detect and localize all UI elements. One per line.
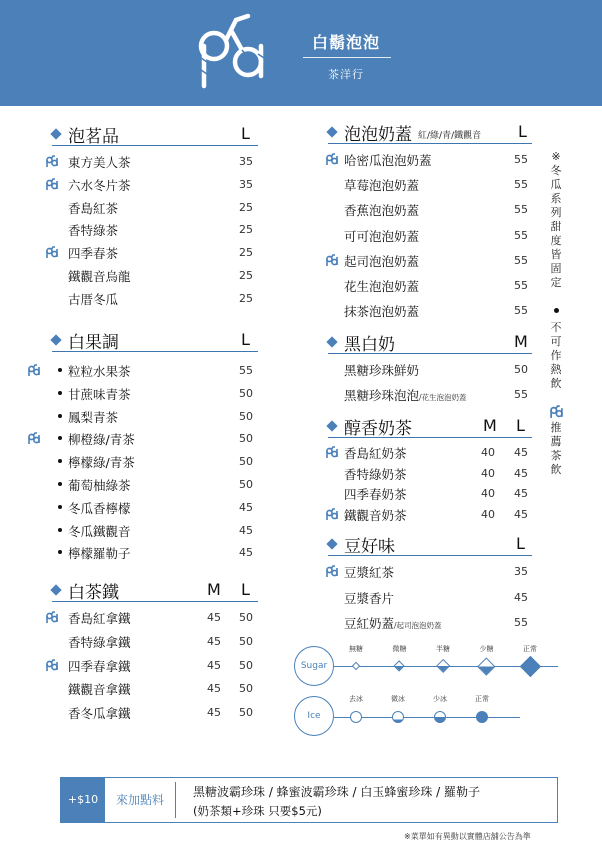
item-price: 50 — [239, 611, 253, 624]
diamond-icon — [50, 334, 61, 345]
item-price: 45 — [207, 706, 221, 720]
section-header — [52, 122, 258, 146]
item-name: 鐵觀音拿鐵 — [68, 682, 131, 698]
size-header-l: L — [241, 124, 250, 143]
sugar-level-mark — [394, 660, 406, 672]
menu-item-row — [52, 631, 258, 651]
item-price: 45 — [207, 611, 221, 624]
ice-level-label: 少冰 — [433, 695, 447, 703]
bullet-dot — [554, 308, 559, 313]
size-header-l: L — [518, 122, 527, 141]
menu-item-row — [52, 288, 258, 308]
recommend-icon — [550, 405, 563, 419]
item-price: 55 — [514, 228, 528, 242]
item-price: 35 — [514, 565, 528, 578]
sugar-level-mark — [520, 656, 541, 677]
menu-item-row — [328, 300, 534, 320]
section-title: 泡泡奶蓋 — [344, 125, 412, 145]
bullet-dot — [58, 550, 62, 554]
item-name: 草莓泡泡奶蓋 — [344, 178, 420, 194]
ice-level-label: 微冰 — [391, 695, 405, 703]
shop-name: 白鬍泡泡 — [311, 33, 380, 52]
size-header-m: M — [207, 580, 221, 599]
item-name: 古厝冬瓜 — [68, 291, 119, 307]
item-name: 豆漿紅茶 — [344, 565, 395, 580]
section-title: 黑白奶 — [344, 335, 395, 355]
ice-level-mark — [350, 711, 362, 723]
item-name: 冬瓜鐵觀音 — [68, 523, 131, 539]
item-name: 甘蔗味青茶 — [68, 386, 131, 402]
ice-level-mark — [392, 711, 404, 723]
sugar-level-mark — [352, 662, 360, 670]
item-price: 35 — [239, 177, 253, 191]
sugar-level-label: 正常 — [523, 645, 537, 653]
side-note-sugar: ※冬瓜系列甜度皆固定 — [550, 150, 562, 289]
item-price: 25 — [239, 223, 253, 237]
bullet-dot — [58, 459, 62, 463]
recommend-icon — [28, 364, 40, 377]
item-name: 四季春奶茶 — [344, 487, 407, 502]
section-header — [328, 532, 532, 556]
addon-options: 黑糖波霸珍珠 / 蜂蜜波霸珍珠 / 白玉蜂蜜珍珠 / 羅勒子 — [193, 785, 481, 799]
item-price: 45 — [239, 546, 253, 560]
menu-item-row — [328, 149, 534, 169]
section-title-note: 紅/綠/青/鐵觀音 — [418, 131, 482, 141]
item-price: 50 — [239, 658, 253, 672]
item-price: 25 — [239, 200, 253, 214]
sugar-level-label: 微糖 — [392, 645, 407, 653]
item-name: 香特綠拿鐵 — [68, 634, 131, 650]
section-heibai — [328, 330, 532, 410]
section-title: 醇香奶茶 — [344, 419, 412, 439]
item-price: 35 — [239, 155, 253, 168]
section-baiguo — [52, 328, 258, 568]
menu-item-row — [52, 219, 258, 239]
section-title: 泡茗品 — [68, 127, 119, 147]
menu-item-row — [52, 383, 258, 403]
item-name: 六水冬片茶 — [68, 177, 131, 193]
item-price: 50 — [239, 432, 253, 446]
item-price: 50 — [239, 386, 253, 400]
menu-item-row — [52, 428, 258, 448]
item-price: 45 — [207, 658, 221, 672]
item-price: 50 — [239, 478, 253, 491]
diamond-icon — [326, 420, 337, 431]
diamond-icon — [326, 126, 337, 137]
item-name: 鐵觀音烏龍 — [68, 269, 131, 284]
item-name: 黑糖珍珠泡泡/花生泡泡奶蓋 — [344, 387, 467, 403]
menu-item-row — [52, 406, 258, 426]
addon-label: 來加點料 — [115, 793, 164, 807]
item-name: 冬瓜香檸檬 — [68, 500, 131, 516]
diamond-icon — [326, 538, 337, 549]
item-price: 55 — [514, 203, 528, 217]
recommend-icon — [46, 178, 58, 191]
item-price: 40 — [481, 487, 495, 500]
item-price: 50 — [239, 706, 253, 720]
recommend-icon — [326, 153, 338, 166]
sugar-level-mark — [436, 659, 451, 674]
item-price: 55 — [514, 153, 528, 166]
item-price: 45 — [514, 446, 528, 459]
item-price: 50 — [239, 455, 253, 469]
menu-item-row — [328, 442, 534, 462]
item-name: 柳橙綠/青茶 — [68, 432, 135, 448]
bullet-dot — [58, 505, 62, 509]
menu-item-row — [328, 483, 534, 503]
sugar-level-label: 少糖 — [479, 645, 494, 653]
section-header — [328, 120, 532, 144]
diamond-icon — [50, 584, 61, 595]
menu-item-row — [52, 360, 258, 380]
item-price: 50 — [239, 409, 253, 423]
menu-item-row — [52, 242, 258, 262]
size-header-m: M — [514, 332, 528, 351]
recommend-icon — [326, 254, 338, 267]
item-price: 45 — [514, 507, 528, 521]
side-note — [548, 150, 564, 477]
menu-item-row — [328, 561, 534, 581]
item-price: 25 — [239, 291, 253, 305]
section-paoming — [52, 122, 258, 312]
section-paopao — [328, 120, 532, 320]
recommend-icon — [46, 659, 58, 672]
menu-item-row — [52, 451, 258, 471]
ice-level-mark — [476, 711, 488, 723]
menu-item-row — [52, 497, 258, 517]
item-name: 花生泡泡奶蓋 — [344, 279, 420, 294]
item-price: 45 — [514, 590, 528, 604]
item-name: 四季春茶 — [68, 246, 119, 262]
item-name: 香蕉泡泡奶蓋 — [344, 203, 420, 219]
menu-item-row — [328, 384, 534, 404]
ice-level-label: 去冰 — [349, 695, 363, 703]
section-title: 豆好味 — [344, 537, 395, 557]
item-note: /花生泡泡奶蓋 — [419, 392, 467, 402]
section-douhao — [328, 532, 532, 636]
item-price: 25 — [239, 246, 253, 260]
item-name: 鐵觀音奶茶 — [344, 507, 407, 523]
item-price: 50 — [239, 634, 253, 648]
menu-item-row — [52, 197, 258, 217]
sugar-level-label: 無糖 — [349, 645, 363, 653]
item-price: 55 — [514, 178, 528, 192]
menu-item-row — [52, 678, 258, 698]
item-price: 45 — [207, 634, 221, 648]
size-header-l: L — [241, 580, 250, 599]
item-name: 抹茶泡泡奶蓋 — [344, 304, 420, 320]
item-name: 香島紅茶 — [68, 200, 119, 216]
section-title: 白茶鐵 — [68, 583, 119, 603]
menu-item-row — [52, 174, 258, 194]
item-price: 45 — [239, 500, 253, 514]
menu-item-row — [52, 151, 258, 171]
item-price: 40 — [481, 507, 495, 521]
item-name: 四季春拿鐵 — [68, 658, 131, 674]
sugar-level-mark — [478, 657, 496, 675]
menu-item-row — [52, 655, 258, 675]
section-title: 白果調 — [68, 333, 119, 353]
menu-item-row — [328, 504, 534, 524]
recommend-icon — [46, 611, 58, 624]
recommend-icon — [46, 155, 58, 168]
menu-item-row — [328, 174, 534, 194]
size-header-l: L — [241, 330, 250, 349]
menu-item-row — [52, 542, 258, 562]
bullet-dot — [58, 528, 62, 532]
item-name: 香冬瓜拿鐵 — [68, 706, 131, 722]
section-header — [52, 578, 258, 602]
item-price: 40 — [481, 466, 495, 480]
menu-item-row — [52, 265, 258, 285]
pdd-logo-icon — [196, 10, 272, 92]
item-price: 55 — [514, 387, 528, 401]
bullet-dot — [58, 368, 62, 372]
menu-item-row — [52, 474, 258, 494]
item-price: 55 — [239, 364, 253, 377]
menu-item-row — [328, 463, 534, 483]
item-note: /起司泡泡奶蓋 — [394, 621, 442, 630]
shop-subtitle: 茶洋行 — [328, 68, 364, 81]
item-price: 55 — [514, 279, 528, 292]
item-name: 東方美人茶 — [68, 155, 131, 170]
menu-item-row — [328, 359, 534, 379]
bullet-dot — [58, 414, 62, 418]
item-name: 黑糖珍珠鮮奶 — [344, 363, 420, 378]
recommend-icon — [326, 508, 338, 521]
menu-item-row — [328, 225, 534, 245]
addon-divider — [175, 782, 176, 818]
item-name: 香島紅奶茶 — [344, 446, 407, 461]
header-divider — [303, 57, 391, 58]
menu-item-row — [328, 275, 534, 295]
item-price: 45 — [514, 466, 528, 480]
section-header — [328, 330, 532, 354]
item-name: 香特綠奶茶 — [344, 466, 407, 482]
diamond-icon — [326, 336, 337, 347]
item-price: 40 — [481, 446, 495, 459]
size-header-l: L — [516, 534, 525, 553]
item-name: 起司泡泡奶蓋 — [344, 253, 420, 269]
item-name: 香特綠茶 — [68, 223, 119, 239]
menu-item-row — [328, 587, 534, 607]
bullet-dot — [58, 482, 62, 486]
item-name: 檸檬羅勒子 — [68, 546, 131, 562]
size-header-l: L — [516, 416, 525, 435]
section-chunxiang — [328, 414, 532, 524]
ice-level-mark — [434, 711, 446, 723]
sugar-circle: Sugar — [294, 646, 334, 686]
menu-item-row — [52, 702, 258, 722]
recommend-icon — [46, 246, 58, 259]
item-price: 50 — [514, 363, 528, 376]
item-name: 鳳梨青茶 — [68, 409, 119, 425]
menu-item-row — [328, 612, 534, 632]
menu-item-row — [52, 607, 258, 627]
recommend-icon — [326, 565, 338, 578]
footer-note: ※菜單如有異動以實體店舖公告為準 — [404, 832, 531, 841]
item-name: 豆漿香片 — [344, 590, 395, 606]
item-name: 檸檬綠/青茶 — [68, 455, 135, 471]
menu-item-row — [328, 250, 534, 270]
item-price: 25 — [239, 269, 253, 282]
size-header-m: M — [483, 416, 497, 435]
item-price: 55 — [514, 616, 528, 629]
recommend-icon — [28, 432, 40, 445]
item-price: 45 — [514, 487, 528, 500]
side-note-recommend: 推薦茶飲 — [550, 421, 562, 476]
item-name: 豆紅奶蓋/起司泡泡奶蓋 — [344, 616, 442, 631]
header-banner — [0, 0, 602, 106]
recommend-icon — [326, 446, 338, 459]
bullet-dot — [58, 436, 62, 440]
item-price: 55 — [514, 253, 528, 267]
item-price: 45 — [239, 523, 253, 537]
section-baichatie — [52, 578, 258, 728]
ice-level-label: 正常 — [475, 695, 489, 703]
side-note-hot: 不可作熱飲 — [550, 321, 562, 390]
sugar-level-label: 半糖 — [436, 645, 450, 653]
item-name: 粒粒水果茶 — [68, 364, 131, 379]
menu-item-row — [52, 520, 258, 540]
section-header — [328, 414, 532, 438]
item-price: 50 — [239, 682, 253, 696]
item-price: 55 — [514, 304, 528, 318]
item-name: 香島紅拿鐵 — [68, 611, 131, 626]
menu-item-row — [328, 199, 534, 219]
ice-circle: Ice — [294, 696, 334, 736]
addons-box — [60, 777, 558, 823]
item-name: 可可泡泡奶蓋 — [344, 228, 420, 244]
section-header — [52, 328, 258, 352]
item-name: 葡萄柚綠茶 — [68, 478, 131, 493]
addon-price: +$10 — [61, 778, 105, 822]
item-name: 哈密瓜泡泡奶蓋 — [344, 153, 432, 168]
item-price: 45 — [207, 682, 221, 696]
bullet-dot — [58, 391, 62, 395]
diamond-icon — [50, 128, 61, 139]
addon-promo: (奶茶類+珍珠 只要$5元) — [193, 804, 322, 818]
